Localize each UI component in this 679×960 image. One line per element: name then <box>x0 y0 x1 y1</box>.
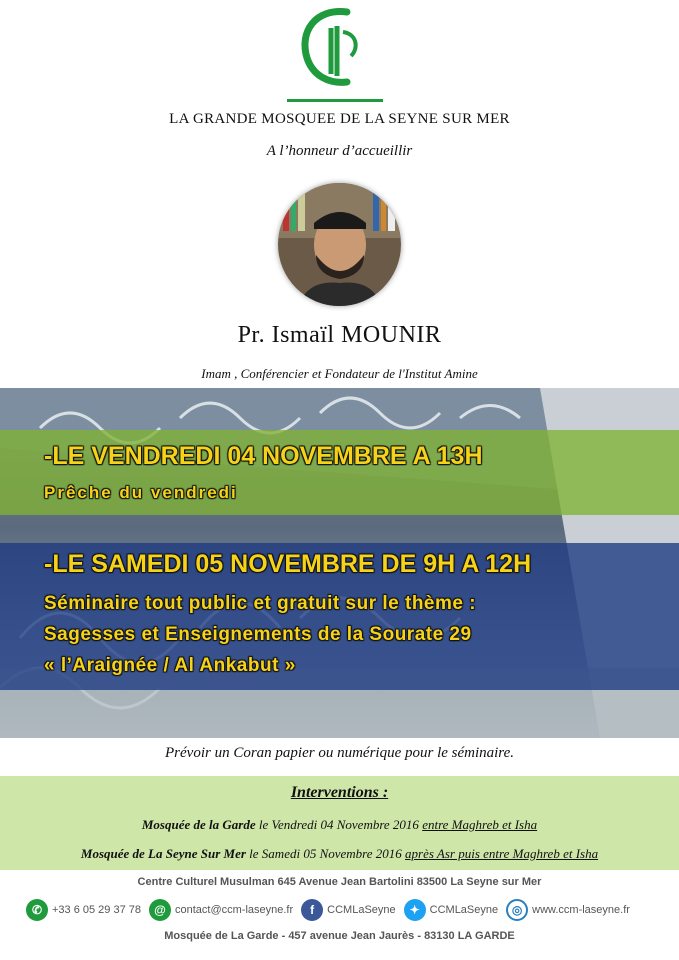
welcome-text: A l’honneur d’accueillir <box>266 143 413 159</box>
intervention-time: après Asr puis entre Maghreb et Isha <box>405 846 599 861</box>
twitter-handle: CCMLaSeyne <box>429 904 499 916</box>
facebook-link[interactable] <box>301 899 395 921</box>
event-date: -LE SAMEDI 05 NOVEMBRE DE 9H A 12H <box>44 550 532 578</box>
speaker-name: Pr. Ismaïl MOUNIR <box>237 322 442 348</box>
intervention-date: le Vendredi 04 Novembre 2016 <box>255 817 423 832</box>
event-subtitle: Prêche du vendredi <box>44 483 238 502</box>
website-url: www.ccm-laseyne.fr <box>532 904 630 916</box>
footer-address-secondary: Mosquée de La Garde - 457 avenue Jean Jaurès - 83130 LA GARDE <box>164 930 515 942</box>
twitter-icon: ✦ <box>404 899 426 921</box>
event-date: -LE VENDREDI 04 NOVEMBRE A 13H <box>44 442 483 470</box>
phone-contact[interactable] <box>26 899 141 921</box>
mosque-logo <box>285 4 385 104</box>
intervention-place: Mosquée de la Garde <box>141 817 256 832</box>
event-line: Séminaire tout public et gratuit sur le thème : <box>44 593 477 614</box>
footer-address: Centre Culturel Musulman 645 Avenue Jean Bartolini 83500 La Seyne sur Mer <box>137 876 542 888</box>
email-address: contact@ccm-laseyne.fr <box>175 904 294 916</box>
email-icon: @ <box>149 899 171 921</box>
globe-icon: ◎ <box>506 899 528 921</box>
seminar-note: Prévoir un Coran papier ou numérique pour le séminaire. <box>165 745 514 761</box>
phone-icon: ✆ <box>26 899 48 921</box>
intervention-row <box>0 817 679 833</box>
contact-bar <box>26 898 638 922</box>
speaker-photo <box>278 183 401 306</box>
organization-name: LA GRANDE MOSQUEE DE LA SEYNE SUR MER <box>169 111 510 127</box>
facebook-icon: f <box>301 899 323 921</box>
event-line: « l’Araignée / Al Ankabut » <box>44 655 296 676</box>
facebook-handle: CCMLaSeyne <box>327 904 396 916</box>
twitter-link[interactable] <box>404 899 498 921</box>
intervention-row <box>0 846 679 862</box>
speaker-role: Imam , Conférencier et Fondateur de l'Institut Amine <box>201 366 478 381</box>
intervention-place: Mosquée de La Seyne Sur Mer <box>80 846 246 861</box>
intervention-time: entre Maghreb et Isha <box>422 817 538 832</box>
event-line: Sagesses et Enseignements de la Sourate 29 <box>44 624 472 645</box>
phone-number: +33 6 05 29 37 78 <box>52 904 141 916</box>
interventions-title: Interventions : <box>290 784 389 801</box>
website-link[interactable] <box>506 899 630 921</box>
email-contact[interactable] <box>149 899 293 921</box>
intervention-date: le Samedi 05 Novembre 2016 <box>245 846 406 861</box>
